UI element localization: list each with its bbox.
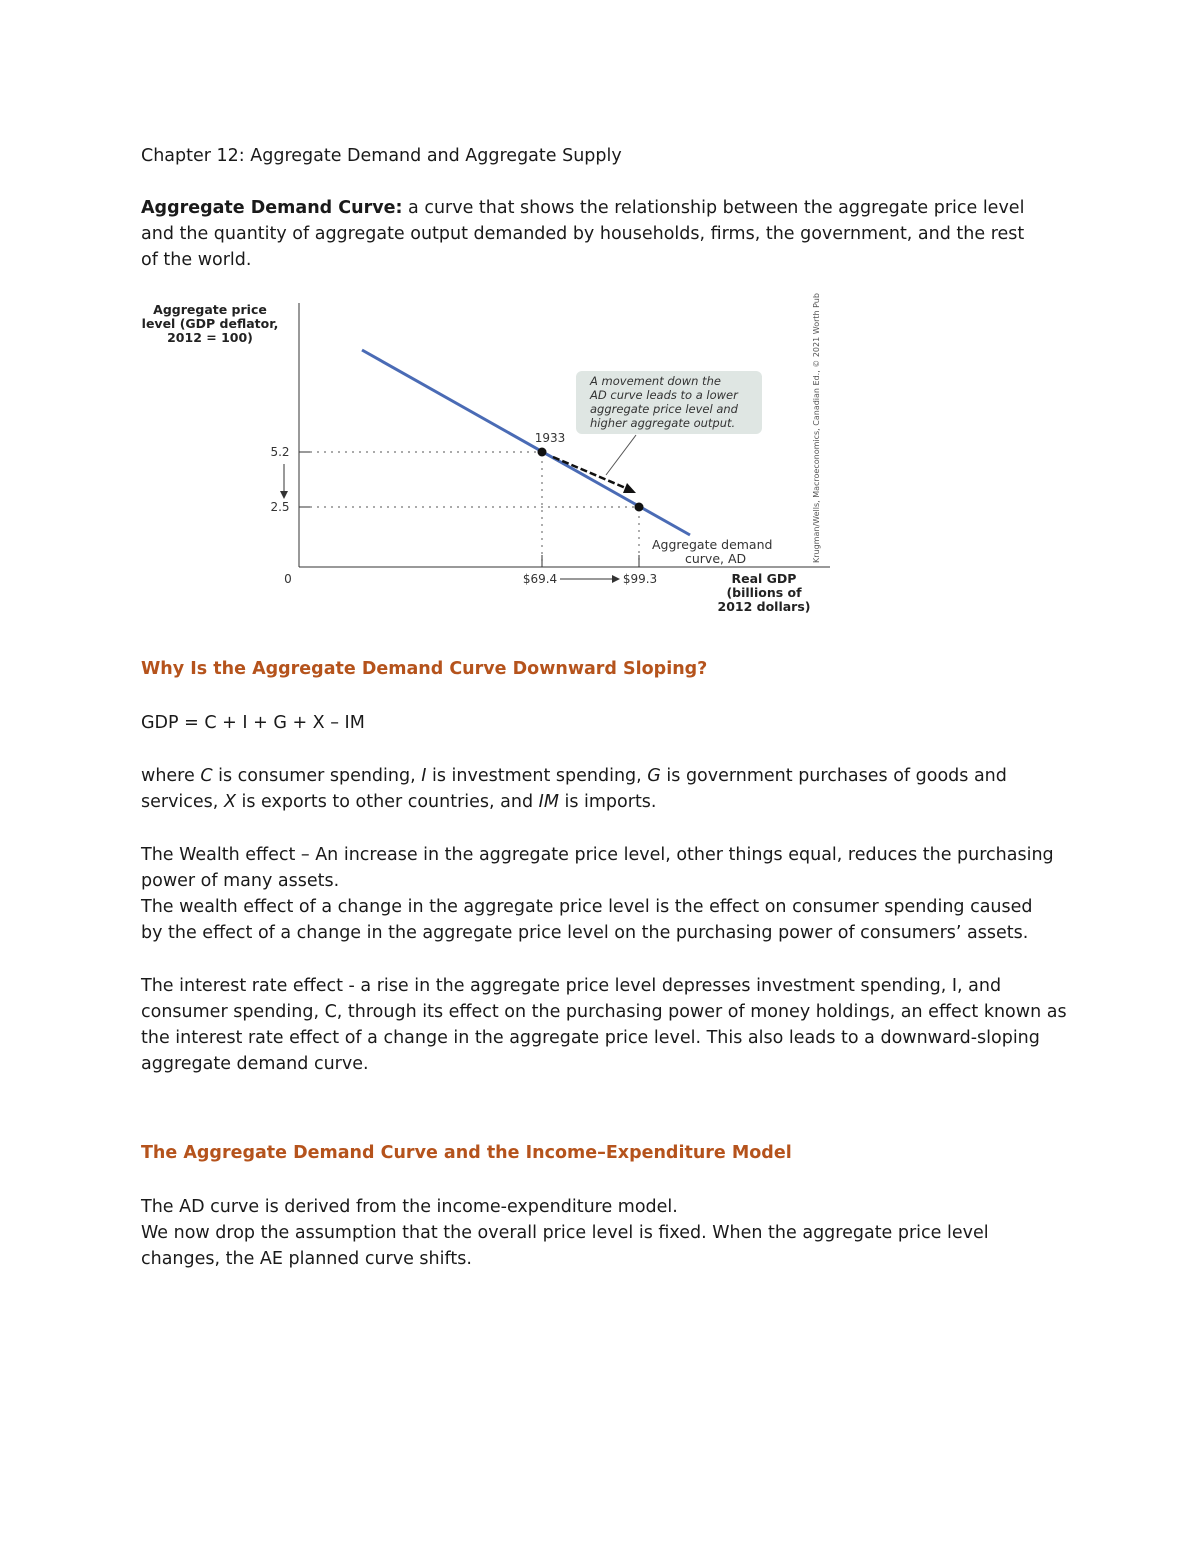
definition-term: Aggregate Demand Curve: — [141, 198, 403, 218]
annotation-line-4: higher aggregate output. — [590, 416, 736, 430]
y-tick-label-high: 5.2 — [270, 445, 290, 459]
curve-label-line-1: Aggregate demand — [652, 537, 773, 552]
ad-chart — [140, 293, 840, 623]
figure-credit: Krugman/Wells, Macroeconomics, Canadian Ed., © 2021 Worth Publishers — [812, 293, 821, 563]
annotation-line-3: aggregate price level and — [590, 402, 738, 416]
x-tick-label-1933: $69.4 — [522, 572, 558, 586]
definition-paragraph — [141, 195, 1046, 273]
x-axis-label-line-2: (billions of — [726, 585, 802, 600]
y-axis-label-line-1: Aggregate price — [153, 302, 267, 317]
x-tick-label-low: $99.3 — [622, 572, 658, 586]
wealth-effect-paragraph-1: The Wealth effect – An increase in the aggregate price level, other things equal, reduces the purchasing power of many assets. — [141, 845, 1054, 891]
movement-arrow — [553, 457, 628, 489]
y-tick-label-low: 2.5 — [270, 500, 290, 514]
gdp-equation: GDP = C + I + G + X – IM — [141, 713, 365, 733]
interest-rate-effect-paragraph: The interest rate effect - a rise in the aggregate price level depresses investment spending, I, and consumer spending, C, through its effect on the purchasing power of money holdings, an effect known as the interest rate effect of a change in the aggregate price level. This also leads to a downward-sloping aggregate demand curve. — [141, 976, 1067, 1074]
where-text-3: is investment spending, — [426, 766, 648, 786]
price-decrease-arrowhead — [280, 491, 288, 499]
annotation-line-1: A movement down the — [590, 374, 721, 388]
var-c: C — [200, 766, 213, 786]
price-level-assumption-paragraph: We now drop the assumption that the overall price level is fixed. When the aggregate price level changes, the AE planned curve shifts. — [141, 1223, 989, 1269]
annotation-pointer — [606, 435, 636, 475]
x-axis-label-line-1: Real GDP — [731, 571, 797, 586]
var-im: IM — [538, 792, 559, 812]
where-text-6: is imports. — [558, 792, 657, 812]
where-text-5: is exports to other countries, and — [235, 792, 539, 812]
var-g: G — [647, 766, 661, 786]
section-heading-downward-sloping: Why Is the Aggregate Demand Curve Downward Sloping? — [141, 659, 708, 679]
movement-arrowhead — [623, 483, 636, 493]
where-paragraph — [141, 763, 1021, 815]
annotation-line-2: AD curve leads to a lower — [590, 388, 738, 402]
y-axis-label-line-2: level (GDP deflator, — [141, 316, 279, 331]
aggregate-demand-figure — [140, 293, 840, 623]
section-heading-income-expenditure: The Aggregate Demand Curve and the Income–Expenditure Model — [141, 1143, 792, 1163]
curve-label-line-2: curve, AD — [685, 551, 747, 566]
x-axis-label-line-3: 2012 dollars) — [717, 599, 811, 614]
ad-derived-line: The AD curve is derived from the income-expenditure model. — [141, 1197, 678, 1217]
wealth-effect-paragraph-2: The wealth effect of a change in the aggregate price level is the effect on consumer spending caused by the effect of a change in the aggregate price level on the purchasing power of consumers’ assets. — [141, 897, 1033, 943]
where-text-4: is government purchases of goods and services, — [141, 766, 1007, 812]
y-axis-label-line-3: 2012 = 100) — [167, 330, 253, 345]
origin-label: 0 — [284, 572, 292, 586]
where-text-2: is consumer spending, — [212, 766, 422, 786]
var-i: I — [421, 766, 427, 786]
var-x: X — [223, 792, 236, 812]
output-increase-arrowhead — [612, 575, 620, 583]
point-label-1933: 1933 — [534, 431, 566, 445]
point-low — [635, 503, 644, 512]
where-text-1: where — [141, 766, 201, 786]
point-1933 — [538, 448, 547, 457]
page-title: Chapter 12: Aggregate Demand and Aggregate Supply — [141, 146, 622, 166]
definition-text: a curve that shows the relationship between the aggregate price level and the quantity of aggregate output demanded by households, firms, the government, and the rest of the world. — [141, 198, 1025, 270]
